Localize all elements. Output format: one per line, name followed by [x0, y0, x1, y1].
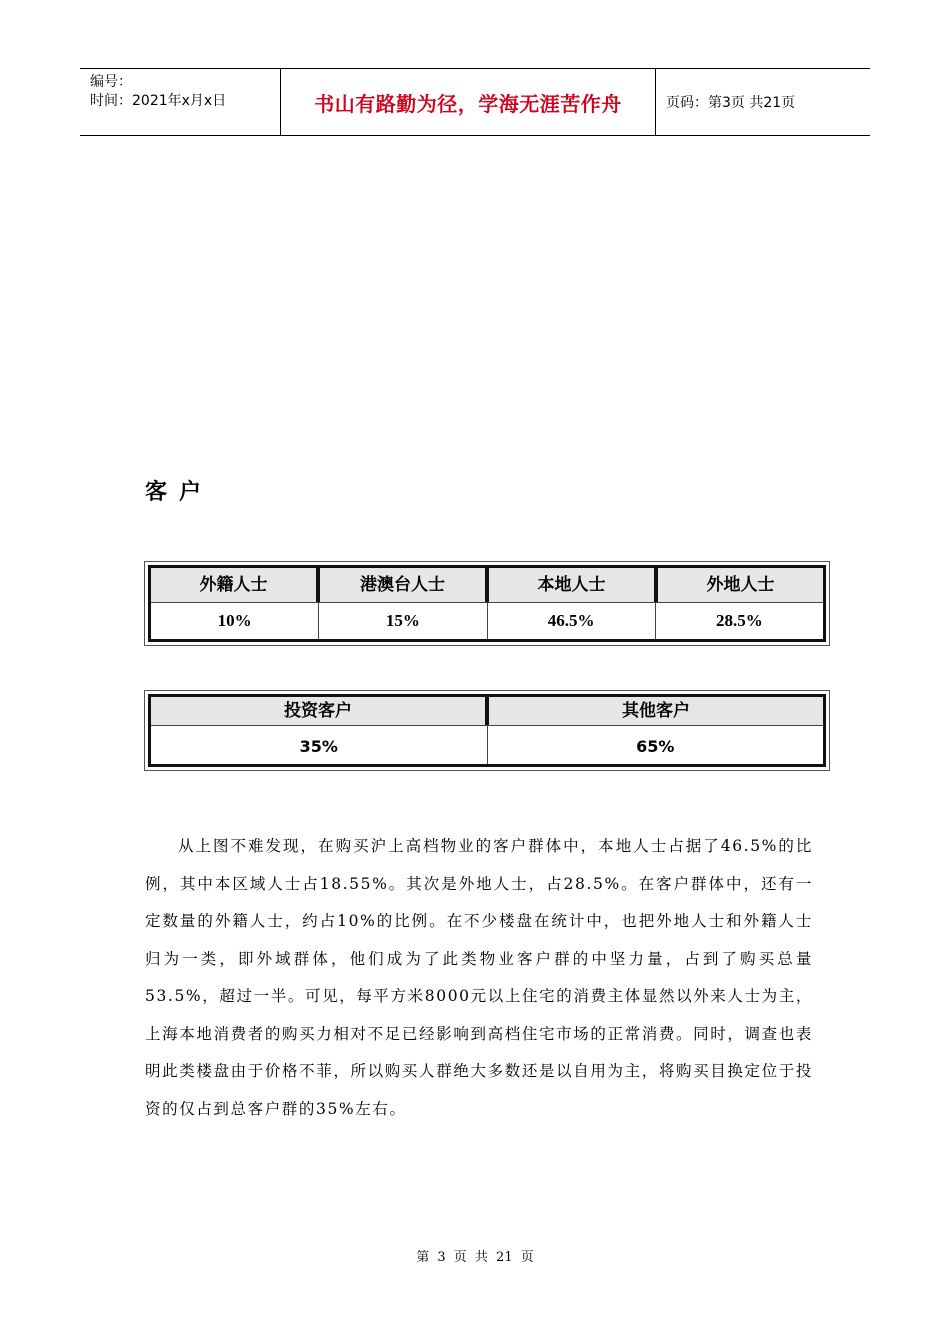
header-page-number: 页码：第3页 共21页 — [666, 95, 796, 111]
table-header-cell: 外籍人士 — [151, 568, 320, 602]
header-meta — [80, 69, 280, 135]
section-title: 客户 — [145, 480, 214, 505]
table-cell: 65% — [636, 737, 675, 756]
table-cell: 28.5% — [716, 611, 763, 630]
table-row — [151, 602, 823, 639]
table-cell: 15% — [319, 603, 487, 639]
customer-origin-table — [144, 561, 830, 646]
table-header-row — [151, 568, 823, 602]
header-motto: 书山有路勤为径，学海无涯苦作舟 — [280, 69, 656, 135]
table-cell: 10% — [151, 603, 319, 639]
table-cell: 35% — [151, 726, 488, 764]
table-header-cell: 其他客户 — [489, 697, 823, 725]
page-footer: 第 3 页 共 21 页 — [416, 1250, 534, 1265]
table-header-row — [151, 697, 823, 725]
table-cell: 46.5% — [488, 603, 656, 639]
time-label: 时间：2021年x月x日 — [90, 93, 227, 109]
table-header-cell: 外地人士 — [658, 568, 823, 602]
page-header — [80, 68, 870, 136]
table-header-cell: 本地人士 — [489, 568, 658, 602]
table-header-cell: 投资客户 — [151, 697, 489, 725]
body-paragraph: 从上图不难发现，在购买沪上高档物业的客户群体中，本地人士占据了46.5%的比例，其中本区域人士占18.55%。其次是外地人士，占28.5%。在客户群体中，还有一定数量的外籍人士，约占10%的比例。在不少楼盘在统计中，也把外地人士和外籍人士归为一类，即外域群体，他们成为了此类物业客户群的中坚力量，占到了购买总量53.5%，超过一半。可见，每平方米8000元以上住宅的消费主体显然以外来人士为主，上海本地消费者的购买力相对不足已经影响到高档住宅市场的正常消费。同时，调查也表明此类楼盘由于价格不菲，所以购买人群绝大多数还是以自用为主，将购买目换定位于投资的仅占到总客户群的35%左右。 — [145, 837, 813, 1118]
table-header-cell: 港澳台人士 — [320, 568, 489, 602]
table-row — [151, 725, 823, 764]
customer-purpose-table — [144, 690, 830, 771]
serial-label: 编号： — [90, 74, 132, 90]
